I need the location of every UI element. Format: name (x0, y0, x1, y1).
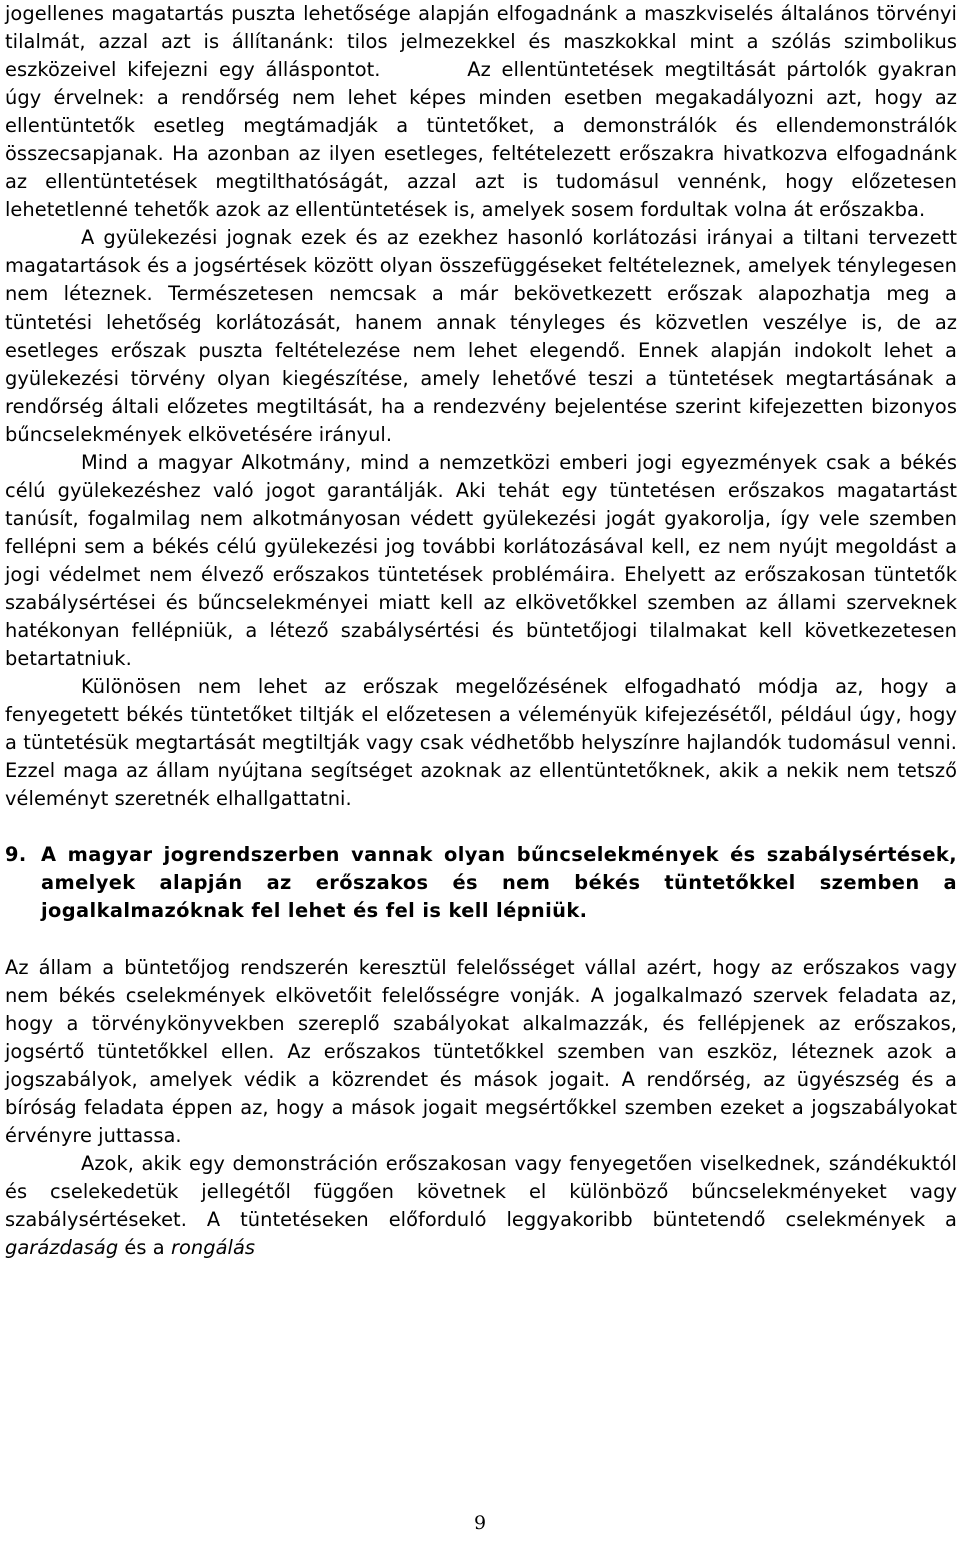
paragraph: Azok, akik egy demonstráción erőszakosan vagy fenyegetően viselkednek, szándékuktól és cselekedetük jellegétől függően követnek el különböző bűncselekményeket vagy szabálysértéseket. A tüntetéseken előforduló leggyakoribb büntetendő cselekmények a garázdaság és a rongálás (5, 1151, 957, 1259)
emphasis-term: garázdaság (5, 1235, 119, 1259)
section-heading (5, 841, 957, 925)
section-number: 9. (5, 843, 27, 867)
section-title: A magyar jogrendszerben vannak olyan bűncselekmények és szabálysértések, amelyek alapján az erőszakos és nem békés tüntetőkkel szemben a jogalkalmazóknak fel lehet és fel is kell lépniük. (41, 843, 957, 923)
paragraph: A gyülekezési jognak ezek és az ezekhez hasonló korlátozási irányai a tiltani tervezett magatartások és a jogsértések között olyan összefüggéseket feltételeznek, amelyek ténylegesen nem léteznek. Természetesen nemcsak a már bekövetkezett erőszak alapozhatja meg a tüntetési lehetőség korlátozását, hanem annak tényleges és közvetlen veszélye is, de az esetleges erőszak puszta feltételezése nem lehet elegendő. Ennek alapján indokolt lehet a gyülekezési törvény olyan kiegészítése, amely lehetővé teszi a tüntetések megtartásának a rendőrség általi előzetes megtiltását, ha a rendezvény bejelentése szerint kifejezetten bizonyos bűncselekmények elkövetésére irányul. (5, 226, 957, 446)
paragraph: jogellenes magatartás puszta lehetősége alapján elfogadnánk a maszkviselés általános törvényi tilalmát, azzal azt is állítanánk: tilos jelmezekkel és maszkokkal mint a szólás szimbolikus eszközeivel kifejezni egy álláspontot. Az ellentüntetések megtiltását pártolók gyakran úgy érvelnek: a rendőrség nem lehet képes minden esetben megakadályozni azt, hogy az ellentüntetők esetleg megtámadják a tüntetőket, a demonstrálók és ellendemonstrálók összecsapjanak. Ha azonban az ilyen esetleges, feltételezett erőszakra hivatkozva elfogadnánk az ellentüntetések megtilthatóságát, azzal azt is tudomásul vennénk, hogy előzetesen lehetetlenné tehetők azok az ellentüntetések is, amelyek sosem fordultak volna át erőszakba. (5, 2, 957, 222)
paragraph: Mind a magyar Alkotmány, mind a nemzetközi emberi jogi egyezmények csak a békés célú gyülekezéshez való jogot garantálják. Aki tehát egy tüntetésen erőszakos magatartást tanúsít, fogalmilag nem alkotmányosan védett gyülekezési jogát gyakorolja, így vele szemben fellépni sem a békés célú gyülekezési jog további korlátozásával kell, ez nem nyújt megoldást a jogi védelmet nem élvező erőszakos tüntetések problémáira. Ehelyett az erőszakosan tüntetők szabálysértései és bűncselekményei miatt kell az elkövetőkkel szemben az állami szerveknek hatékonyan fellépniük, a létező szabálysértési és büntetőjogi tilalmakat kell következetesen betartatniuk. (5, 450, 957, 671)
paragraph: Az állam a büntetőjog rendszerén keresztül felelősséget vállal azért, hogy az erőszakos vagy nem békés cselekmények elkövetőit felelősségre vonják. A jogalkalmazó szervek feladata az, hogy a törvénykönyvekben szereplő szabályokat alkalmazzák, és fellépjenek az erőszakos, jogsértő tüntetőkkel ellen. Az erőszakos tüntetőkkel szemben van eszköz, léteznek azok a jogszabályok, amelyek védik a közrendet és mások jogait. A rendőrség, az ügyészség és a bíróság feladata éppen az, hogy a mások jogait megsértőkkel szemben ezeket a jogszabályokat érvényre juttassa. (5, 955, 957, 1147)
emphasis-term: rongálás (170, 1235, 256, 1259)
paragraph-indented-sentence: Az ellentüntetések megtiltását pártolók gyakran úgy érvelnek: a rendőrség nem lehet képes minden esetben megakadályozni azt, hogy az ellentüntetők esetleg megtámadják a tüntetőket, a demonstrálók és ellendemonstrálók összecsapjanak. Ha azonban az ilyen esetleges, feltételezett erőszakra hivatkozva elfogadnánk az ellentüntetések megtilthatóságát, azzal azt is tudomásul vennénk, hogy előzetesen lehetetlenné tehetők azok az ellentüntetések is, amelyek sosem fordultak volna át erőszakba. (5, 58, 957, 222)
page-number: 9 (473, 1512, 487, 1534)
paragraph: Különösen nem lehet az erőszak megelőzésének elfogadható módja az, hogy a fenyegetett békés tüntetőket tiltják el előzetesen a véleményük kifejezésétől, például úgy, hogy a tüntetésük megtartását megtiltják vagy csak védhetőbb helyszínre hajlandók tudomásul venni. Ezzel maga az állam nyújtana segítséget azoknak az ellentüntetőknek, akik a nekik nem tetsző véleményt szeretnék elhallgattatni. (5, 675, 957, 811)
document-page (5, 0, 957, 1262)
